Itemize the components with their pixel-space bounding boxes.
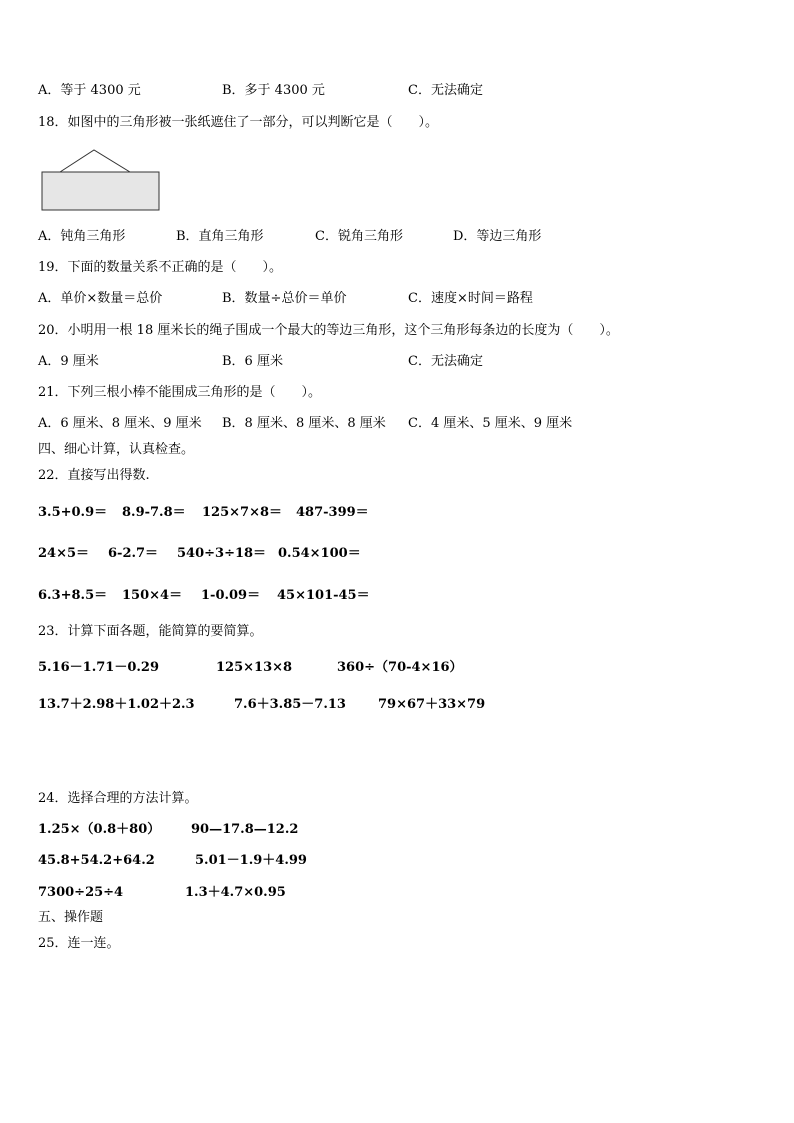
q22-expr: 540÷3÷18＝ (177, 546, 267, 561)
q24-expr: 1.25×（0.8＋80） (38, 822, 161, 837)
q23-stem: 23．计算下面各题，能简算的要简算。 (38, 624, 263, 639)
q21-option-a: A．6 厘米、8 厘米、9 厘米 (38, 416, 202, 431)
q17-option-c: C．无法确定 (408, 83, 483, 98)
q18-covered-triangle-figure (38, 145, 168, 215)
q21-option-c: C．4 厘米、5 厘米、9 厘米 (408, 416, 573, 431)
q18-option-c: C．锐角三角形 (315, 229, 403, 244)
q21-option-b: B．8 厘米、8 厘米、8 厘米 (222, 416, 386, 431)
q19-option-b: B．数量÷总价＝单价 (222, 291, 347, 306)
q20-option-b: B．6 厘米 (222, 354, 283, 369)
q22-expr: 3.5+0.9＝ (38, 505, 108, 520)
q24-expr: 90—17.8—12.2 (191, 822, 299, 837)
q20-option-a: A．9 厘米 (38, 354, 99, 369)
q23-expr: 79×67＋33×79 (378, 697, 486, 712)
q18-option-a: A．钝角三角形 (38, 229, 126, 244)
section-4-heading: 四、细心计算，认真检查。 (38, 442, 195, 457)
q24-expr: 5.01－1.9＋4.99 (195, 853, 307, 868)
q22-expr: 8.9-7.8＝ (122, 505, 186, 520)
q24-expr: 45.8+54.2+64.2 (38, 853, 155, 868)
q23-expr: 125×13×8 (216, 660, 293, 675)
q24-stem: 24．选择合理的方法计算。 (38, 791, 198, 806)
q23-expr: 360÷（70-4×16） (337, 660, 463, 675)
q24-expr: 7300÷25÷4 (38, 885, 124, 900)
q22-expr: 24×5＝ (38, 546, 90, 561)
q22-expr: 150×4＝ (122, 588, 183, 603)
q19-stem: 19．下面的数量关系不正确的是（ ）。 (38, 260, 283, 275)
q19-option-a: A．单价×数量＝总价 (38, 291, 163, 306)
q22-expr: 0.54×100＝ (278, 546, 361, 561)
q23-expr: 13.7＋2.98＋1.02＋2.3 (38, 697, 195, 712)
q19-option-c: C．速度×时间＝路程 (408, 291, 533, 306)
q18-option-d: D．等边三角形 (453, 229, 542, 244)
q20-stem: 20．小明用一根 18 厘米长的绳子围成一个最大的等边三角形，这个三角形每条边的长度为（ ）。 (38, 323, 619, 338)
q22-expr: 1-0.09＝ (201, 588, 261, 603)
q22-expr: 6.3+8.5＝ (38, 588, 108, 603)
q18-stem: 18．如图中的三角形被一张纸遮住了一部分，可以判断它是（ ）。 (38, 115, 439, 130)
q24-expr: 1.3＋4.7×0.95 (185, 885, 286, 900)
q17-option-a: A．等于 4300 元 (38, 83, 141, 98)
q23-expr: 7.6＋3.85－7.13 (234, 697, 346, 712)
q22-expr: 487-399＝ (296, 505, 369, 520)
q18-option-b: B．直角三角形 (176, 229, 264, 244)
q23-expr: 5.16－1.71－0.29 (38, 660, 159, 675)
q18-triangle-top (60, 150, 130, 172)
q22-expr: 6-2.7＝ (108, 546, 159, 561)
q18-paper-cover (42, 172, 159, 210)
q22-stem: 22．直接写出得数. (38, 468, 150, 483)
section-5-heading: 五、操作题 (38, 910, 104, 925)
q22-expr: 45×101-45＝ (277, 588, 370, 603)
q21-stem: 21．下列三根小棒不能围成三角形的是（ ）。 (38, 385, 322, 400)
q20-option-c: C．无法确定 (408, 354, 483, 369)
q22-expr: 125×7×8＝ (202, 505, 283, 520)
q25-stem: 25．连一连。 (38, 936, 120, 951)
q17-option-b: B．多于 4300 元 (222, 83, 325, 98)
